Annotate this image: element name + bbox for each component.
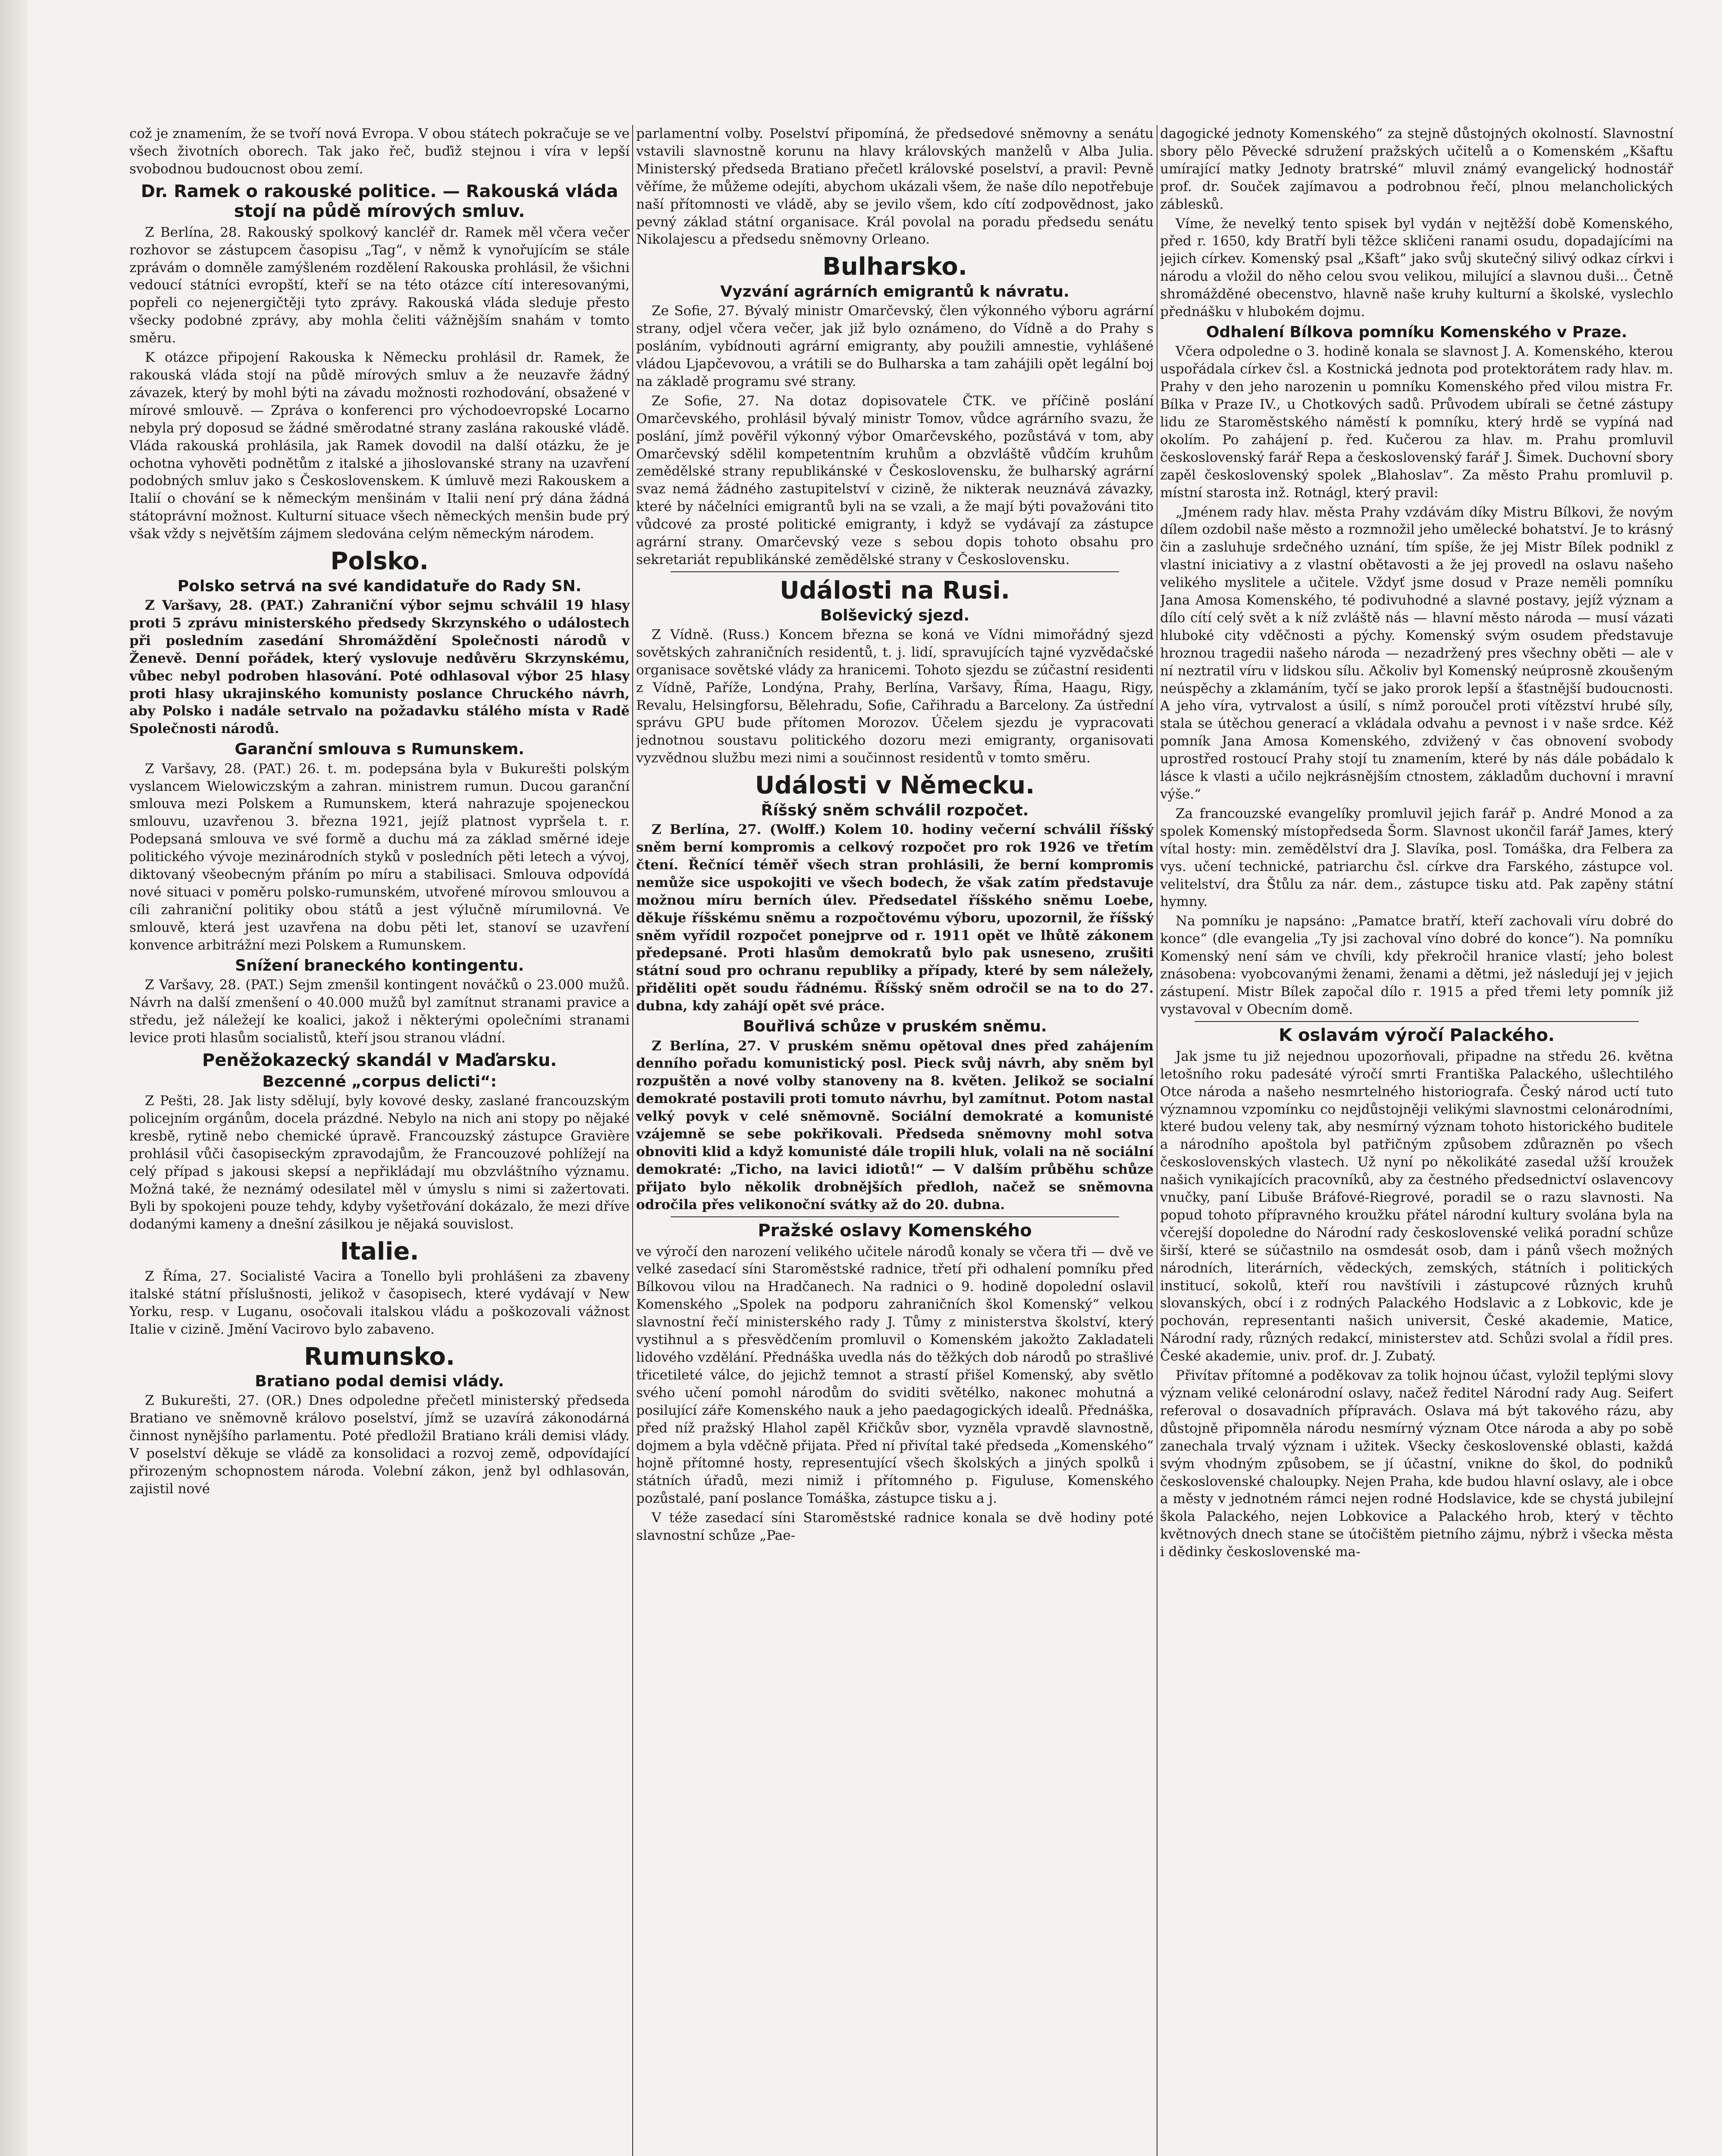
section-title-bulharsko: Bulharsko. — [822, 253, 967, 281]
paragraph: Jak jsme tu již nejednou upozorňovali, připadne na středu 26. května letošního roku padesáté výročí smrti Františka Palackého, ušlechtilého Otce národa a našeho nesmrtelného historiografa. Český národ uctí tuto významnou vzpomínku co nejdůstojněji velikými slavnostmi celonárodními, které budou veleny tak, aby nesmírný význam tohoto historického buditele a národního apoštola byl patřičným způsobem zdůrazněn po všech československých vlastech. Už nyní po několikáté zasedal užší kroužek našich vynikajících pracovníků, aby za čestného předsednictví oslavencovy vnučky, paní Libuše Bráfové-Riegrové, poradil se o razu slavnosti. Na popud tohoto přípravného kroužku přátel národní kultury svolána byla na včerejší dopoledne do Národní rady československé veliká poradní schůze širší, které se súčastnilo na osmdesát osob, dam i pánů všech možných národních, literárních, vědeckých, zemských, státních i politických institucí, sokolů, kteří rou navštívili i zástupcové různých kruhů slovanských, obcí i z rodných Palackého Hodslavic a z Lobkovic, kde je pochován, representanti našich universit, České akademie, Matice, Národní rady, různých redakcí, ministerstev atd. Schůzi svolal a řídil pres. České akademie, univ. prof. dr. J. Zubatý. — [1160, 1048, 1673, 1364]
paragraph: ve výročí den narození velikého učitele národů konaly se včera tři — dvě ve velké zasedací síni Staroměstské radnice, třetí při odhalení pomníku před Bílkovou vilou na Hradčanech. Na radnici o 9. hodině dopolední oslavil Komenského „Spolek na podporu zahraničních škol Komenský“ velkou slavnostní řečí ministerského rady J. Tůmy z ministerstva školství, který vystihnul a s přesvědčením promluvil o Komenském jakožto Zakladateli lidového vzdělání. Přednáška uvedla nás do těžkých dob národů po strašlivé třicetileté válce, do jejichž temnot a strastí přišel Komenský, aby světlo svého učení pomohl národům do sviditi světélko, nakonec mohutná a posilující záře Komenského nauk a jeho paedagogických idealů. Přednáška, před níž pražský Hlahol zapěl Křičkův sbor, vyzněla vpravdě slavnostně, dojmem a byla vděčně přijata. Před ní přivítal také předseda „Komenského“ hojně přítomné hosty, representující všech školských a jiných spolků i státních úřadů, mezi nimiž i přítomného p. Figuluse, Komenského pozůstalé, paní poslance Tomáška, zástupce tisku a j. — [636, 1244, 1154, 1507]
headline-prazske-oslavy: Pražské oslavy Komenského — [758, 1220, 1032, 1241]
column-rule-1 — [632, 125, 633, 2156]
divider — [671, 1216, 1119, 1217]
paragraph: Z Bukurešti, 27. (OR.) Dnes odpoledne přečetl ministerský předseda Bratiano ve sněmovně královo poselství, jímž se uzavírá zákonodárná činnost nynějšího parlamentu. Poté předložil Bratiano králi demisi vlády. V poselství děkuje se vládě za konsolidaci a rozvoj země, odpovídající přirozeným schopnostem národa. Volební zákon, jenž byl odhlasován, zajistil nové — [129, 1393, 630, 1497]
paragraph: Z Vídně. (Russ.) Koncem března se koná ve Vídni mimořádný sjezd sovětských zahraničních residentů, t. j. lidí, spravujících tajné vyzvědačské organisace sovětské vlády za hranicemi. Tohoto sjezdu se zúčastní residenti z Vídně, Paříže, Londýna, Prahy, Berlína, Varšavy, Říma, Haagu, Rigy, Revalu, Helsingforsu, Bělehradu, Sofie, Cařihradu a Barcelony. Za ústřední správu GPU bude přítomen Morozov. Účelem sjezdu je vypracovati jednotnou soustavu politického dozoru mezi emigranty, organisovati vyzvědnou službu mezi nimi a součinnost residentů v tomto směru. — [636, 627, 1154, 766]
paragraph: Z Berlína, 27. (Wolff.) Kolem 10. hodiny večerní schválil říšský sněm berní kompromis a celkový rozpočet pro rok 1926 ve třetím čtení. Řečnící téměř všech stran prohlásili, že berní kompromis nemůže sice uspokojiti ve všech bodech, že však zatím představuje možnou míru berních úlev. Předsedatel říšského sněmu Loebe, děkuje říšskému sněmu a rozpočtovému výboru, upozornil, že říšský sněm vyřídil rozpočet ponejprve od r. 1911 opět ve lhůtě zákonem předepsané. Proti hlasům demokratů bylo pak usneseno, zrušiti státní soud pro ochranu republiky a případy, které by sem náležely, přiděliti opět soudu řádnému. Říšský sněm odročil se na to do 27. dubna, kdy zahájí opět své práce. — [636, 822, 1154, 1014]
paragraph: Víme, že nevelký tento spisek byl vydán v nejtěžší době Komenského, před r. 1650, kdy Bratří byli těžce skličeni ranami osudu, dopadajícími na jejich církev. Komenský psal „Kšaft“ jako svůj skutečný silivý odkaz církvi i národu a vložil do něho celou svou velikou, milující a slavnou duši... Četně shromážděné obecenstvo, hlavně naše kruhy kulturní a školské, vyslechlo přednášku v hlubokém dojmu. — [1160, 216, 1673, 320]
paragraph: Z Varšavy, 28. (PAT.) Zahraniční výbor sejmu schválil 19 hlasy proti 5 zprávu ministerského předsedy Skrzynského o událostech při posledním zasedání Shromáždění Společnosti národů v Ženevě. Denní pořádek, který vyslovuje nedůvěru Skrzynskému, vůbec nebyl podroben hlasování. Poté odhlasoval výbor 25 hlasy proti hlasy ukrajinského komunisty poslance Chruckého návrh, aby Polsko i nadále setrvalo na požadavku stálého místa v Radě Společnosti národů. — [129, 598, 630, 737]
section-title-polsko: Polsko. — [330, 547, 429, 576]
paragraph: parlamentní volby. Poselství připomíná, že předsedové sněmovny a senátu vstavili slavnostně korunu na hlavy královských manželů v Alba Julia. Ministerský předseda Bratiano přečetl královské poselství, a pravil: Pevně věříme, že můžeme odejíti, abychom ukázali všem, že naše dílo nepotřebuje naší přítomnosti ve vládě, aby se jevilo všem, kdo cítí zodpovědnost, jako pevný základ státní organisace. Král povolal na poradu předsedu senátu Nikolajescu a předsedu sněmovny Orleano. — [636, 126, 1154, 248]
section-title-italie: Italie. — [340, 1238, 419, 1266]
paragraph: Z Pešti, 28. Jak listy sdělují, byly kovové desky, zaslané francouzským policejním orgánům, docela prázdné. Nebylo na nich ani stopy po nějaké kresbě, rytině nebo chemické úpravě. Francouzský zástupce Gravière prohlásil vůči časopiseckým zpravodajům, že Francouzové pohlížejí na celý případ s jakousi skepsí a nepřikládají mu obzvláštního významu. Možná také, že neznámý odesilatel měl v úmyslu s nimi si zažertovati. Byli by spokojeni pouze tehdy, kdyby vyšetřování dokázalo, že mezi dříve dodanými kameny a dnešní zásilkou je nějaká souvislost. — [129, 1093, 630, 1232]
headline-palacky: K oslavám výročí Palackého. — [1279, 1025, 1555, 1045]
paragraph: Ze Sofie, 27. Na dotaz dopisovatele ČTK. ve příčině poslání Omarčevského, prohlásil bývalý ministr Tomov, vůdce agrárního svazu, že poslání, jímž pověřil výkonný výbor Omarčevského, pozůstává v tom, aby Omarčevský sdělil kompetentním kruhům a obzvláště vůdčím kruhům zemědělské strany republikánské v Československu, že bulharský agrární svaz nemá žádného zastupitelství v cizině, že nikterak neuznává závazky, které by náčelníci emigrantů byli na se vzali, a že mají býti považováni tito vůdcové za prosté politické emigranty, i když se vydávají za zástupce agrární strany. Omarčevský veze s sebou dopis tohoto obsahu pro sekretariát republikánské zemědělské strany v Československu. — [636, 393, 1154, 568]
paragraph: Z Berlína, 27. V pruském sněmu opětoval dnes před zahájením denního pořadu komunistický posl. Pieck svůj návrh, aby sněm byl rozpuštěn a nové volby stanoveny na 8. květen. Jelikož se socialní demokraté postavili proti tomuto návrhu, byl zamítnut. Potom nastal velký povyk v celé sněmovně. Sociální demokraté a komunisté vzájemně se sebe pokřikovali. Předseda sněmovny mohl sotva obnoviti klid a když komunisté dále tropili hluk, volali na ně sociální demokraté: „Ticho, na lavici idiotů!“ — V dalším průběhu schůze přijato bylo několik drobnějších předloh, načež se sněmovna odročila přes velikonoční svátky až do 20. dubna. — [636, 1038, 1154, 1213]
divider — [671, 571, 1119, 572]
paragraph: „Jménem rady hlav. města Prahy vzdávám díky Mistru Bílkovi, že novým dílem ozdobil naše město a rozmnožil jeho umělecké bohatství. Je to krásný čin a zasluhuje srdečného uznání, tím spíše, že jej Mistr Bílek podnikl z vlastní iniciativy a z vlastní obětavosti a že jej provedl na oslavu našeho velikého myslitele a učitele. Vždyť jsme dosud v Praze neměli pomníku Jana Amosa Komenského, té podivuhodné a slavné postavy, jejíž význam a dílo cítí celý svět a k níž zvláště nás — hlavní město národa — musí vázati hluboké city vděčnosti a pýchy. Komenský svým osudem představuje hroznou tragedii našeho národa — nezadržený pres všechny oběti — ale v ní neztratil víru v lidskou sílu. Ačkoliv byl Komenský neúprosně zkoušeným neúspěchy a zklamáním, tyčí se jako prorok lepší a šťastnější budoucnosti. A jeho víra, vytrvalost a úsilí, s nímž poroučel proti vítězství hrubé síly, stala se útěchou generací a vkládala odvahu a pevnost i v naše srdce. Kéž pomník Jana Amosa Komenského, zdvižený v čas obnovení svobody uprostřed rostoucí Prahy stojí tu znamením, které by nás dále pobádalo k lásce k vlasti a učilo nejkrásnějším ctnostem, základům duchovní i mravní výše.“ — [1160, 504, 1673, 802]
column-3 — [1160, 125, 1673, 2156]
subheading: Vyzvání agrárních emigrantů k návratu. — [720, 282, 1070, 301]
column-1 — [129, 125, 630, 2156]
section-title-rumunsko: Rumunsko. — [304, 1342, 455, 1371]
subheading: Garanční smlouva s Rumunskem. — [235, 740, 524, 758]
divider — [1195, 1021, 1639, 1022]
subheading: Bezcenné „corpus delicti“: — [262, 1072, 497, 1091]
column-2 — [636, 125, 1154, 2156]
subheading: Bratiano podal demisi vlády. — [255, 1373, 504, 1391]
page-edge — [0, 0, 28, 2156]
paragraph: Na pomníku je napsáno: „Pamatce bratří, kteří zachovali víru dobré do konce“ (dle evangelia „Ty jsi zachoval víno dobré do konce“). Na pomníku Komenský není sám ve chvíli, kdy překročil hranice vlastí; jeho bolest znásobena: vyobcovanými ženami, ženami a dětmi, jež následují jej v jejich zástupení. Mistr Bílek započal dílo r. 1915 a před třemi lety pomník již vystavoval v Obecním domě. — [1160, 913, 1673, 1017]
paragraph: Přivítav přítomné a poděkovav za tolik hojnou účast, vyložil teplými slovy význam veliké celonárodní oslavy, načež ředitel Národní rady Aug. Seifert referoval o dosavadních přípravách. Oslava má být takového rázu, aby důstojně připomněla národu nesmírný význam Otce národa a aby po sobě zanechala trvalý význam i užitek. Všecky československé oblasti, každá svým vhodným způsobem, se jí účastní, vnikne do škol, do podniků československé chaloupky. Nejen Praha, kde budou hlavní oslavy, ale i obce a městy v jednotném rámci nejen rodné Hodslavice, kde se chystá jubilejní škola Palackého, nejen Lobkovice a Palackého hrob, který v těchto květnových dnech stane se útočištěm pietního zájmu, nýbrž i všecka města i dědinky československé ma- — [1160, 1368, 1673, 1560]
section-title-rusi: Události na Rusi. — [780, 576, 1010, 605]
paragraph: Z Varšavy, 28. (PAT.) Sejm zmenšil kontingent nováčků o 23.000 mužů. Návrh na další zmenšení o 40.000 mužů byl zamítnut stranami pravice a středu, jež náležejí ke koalici, jakož i některými opolečními stranami levice proti hlasům socialistů, kteří jsou stranou vládní. — [129, 977, 630, 1046]
paragraph: Z Říma, 27. Socialisté Vacira a Tonello byli prohlášeni za zbaveny italské státní příslušnosti, jelikož v časopisech, které vydávají v New Yorku, resp. v Luganu, osočovali italskou vládu a poškozovali vážnost Italie v cizině. Jmění Vacirovo bylo zabaveno. — [129, 1268, 630, 1337]
section-title-nemecku: Události v Německu. — [755, 771, 1035, 800]
paragraph: K otázce připojení Rakouska k Německu prohlásil dr. Ramek, že rakouská vláda stojí na půdě mírových smluv a že neuzavře žádný závazek, který by mohl býti na závadu možnosti rozhodování, obsažené v mírové smlouvě. — Zpráva o konferenci pro východoevropské Locarno nebyla prý doposud se žádné směrodatné strany zaslána rakouské vládě. Vláda rakouská prohlásila, jak Ramek dovodil na další otázku, že je ochotna vyhověti podnětům z italské a jihoslovanské strany na uzavření podobných smluv jako s Československem. K úmluvě mezi Rakouskem a Italií o chování se k německým menšinám v Italii není prý dána žádná státoprávní možnost. Kulturní situace všech německých menšin bude prý však vždy s největším zájmem sledována celým německým národem. — [129, 350, 630, 542]
subheading: Bouřlivá schůze v pruském sněmu. — [743, 1018, 1047, 1036]
paragraph: což je znamením, že se tvoří nová Evropa. V obou státech pokračuje se ve všech životních oborech. Tak jako řeč, buďiž stejnou i víra v lepší svobodnou budoucnost obou zemí. — [129, 126, 630, 177]
paragraph: Za francouzské evangelíky promluvil jejich farář p. André Monod a za spolek Komenský místopředseda Šorm. Slavnost ukončil farář James, který vítal hosty: min. zemědělství dra J. Slavíka, posl. Tomáška, dra Felbera za vys. učení technické, patriarchu čsl. církve dra Farského, zástupce vol. velitelství, dra Štůlu za nár. dem., zástupce tisku atd. Pak zapěny státní hymny. — [1160, 805, 1673, 910]
paragraph: Ze Sofie, 27. Bývalý ministr Omarčevský, člen výkonného výboru agrární strany, odjel včera večer, jak již bylo oznámeno, do Vídně a do Prahy s posláním, vybídnouti agrární emigranty, aby použili amnestie, vyhlášené vládou Ljapčevovou, a vrátili se do Bulharska a tam zahájili opět legální boj na základě programu své strany. — [636, 303, 1154, 389]
subheading: Bolševický sjezd. — [820, 606, 970, 624]
paragraph: dagogické jednoty Komenského“ za stejně důstojných okolností. Slavnostní sbory pělo Pěvecké sdružení pražských učitelů a o Komenském „Kšaftu umírající matky Jednoty bratrské“ mluvil známý evangelický hodnostář prof. dr. Souček zajímavou a podrobnou řečí, plnou melancholických záblesků. — [1160, 126, 1673, 212]
subheading: Snížení braneckého kontingentu. — [235, 956, 524, 975]
paragraph: V téže zasedací síni Staroměstské radnice konala se dvě hodiny poté slavnostní schůze „Pae- — [636, 1510, 1154, 1544]
subheading: Říšský sněm schválil rozpočet. — [761, 801, 1029, 819]
headline-rakousko: Dr. Ramek o rakouské politice. — Rakouská vláda stojí na půdě mírových smluv. — [141, 181, 618, 221]
paragraph: Z Berlína, 28. Rakouský spolkový kancléř dr. Ramek měl včera večer rozhovor se zástupcem časopisu „Tag“, v němž k vynořujícím se stále zprávám o domněle zamýšleném rozdělení Rakouska prohlásil, že všichni vedoucí státníci evropští, kteří se na této otázce cítí interesovanými, popřeli co nejenergičtěji tyto zprávy. Rakouská vláda sleduje přesto všecky podobné zprávy, aby mohla čeliti vážnějším snahám v tomto směru. — [129, 224, 630, 346]
paragraph: Z Varšavy, 28. (PAT.) 26. t. m. podepsána byla v Bukurešti polským vyslancem Wielowiczským a zahran. ministrem rumun. Ducou garanční smlouva mezi Polskem a Rumunskem, která nahrazuje spojeneckou smlouvu, uzavřenou 3. března 1921, jejíž platnost vypršela t. r. Podepsaná smlouva ve své formě a duchu má za základ směrné ideje politického vývoje mezinárodních styků v posledních pěti letech a vývoj, diktovaný všeobecným přáním po míru a stabilisaci. Smlouva odpovídá nové situaci v poměru polsko-rumunském, utvořené mírovou smlouvou a cíli zahraniční politiky obou států a jest výlučně mírumilovná. Ve smlouvě, která jest uzavřena na dobu pěti let, stanoví se uzavření konvence arbitrážní mezi Polskem a Rumunskem. — [129, 761, 630, 953]
subheading: Polsko setrvá na své kandidatuře do Rady SN. — [177, 577, 582, 595]
subheading: Odhalení Bílkova pomníku Komenského v Praze. — [1206, 323, 1628, 341]
paragraph: Včera odpoledne o 3. hodině konala se slavnost J. A. Komenského, kterou uspořádala církev čsl. a Kostnická jednota pod protektorátem rady hlav. m. Prahy v den jeho narozenin u pomníku Komenského před vilou mistra Fr. Bílka v Praze IV., u Chotkových sadů. Průvodem ubírali se četné zástupy lidu ze Staroměstského náměstí k pomníku, který hrdě se vypíná nad okolím. Po zahájení p. řed. Kučerou za hlav. m. Prahu promluvil československý farář Repa a československý farář J. Šimek. Duchovní sbory zapěl československý spolek „Blahoslav“. Za město Prahu promluvil p. místní starosta inž. Rotnágl, který pravil: — [1160, 344, 1673, 501]
headline-madarsko: Peněžokazecký skandál v Maďarsku. — [202, 1050, 557, 1070]
